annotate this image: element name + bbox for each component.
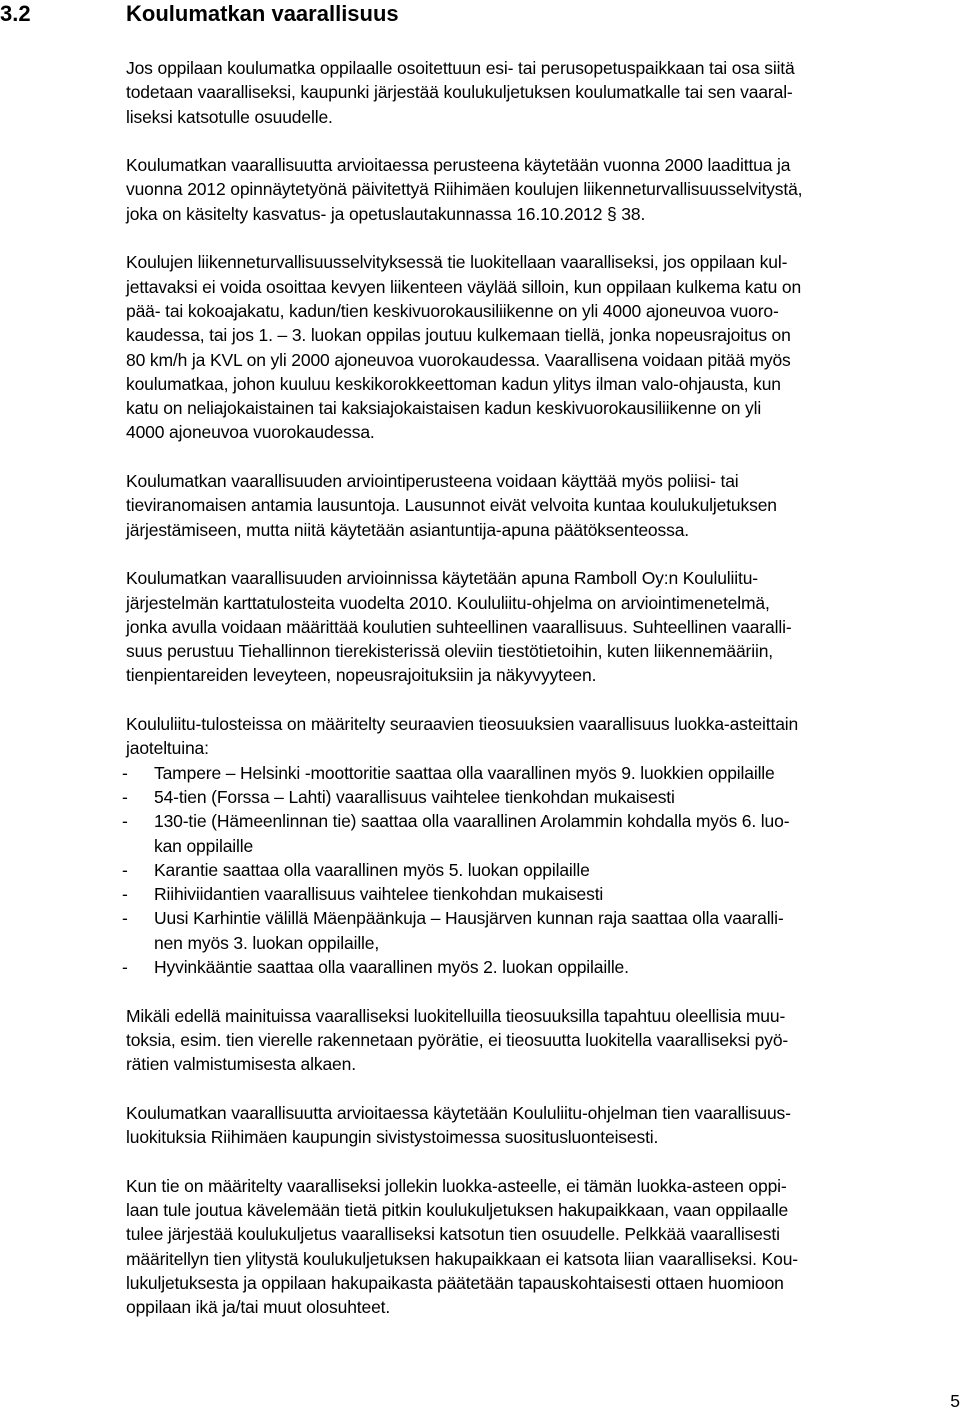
text-line: lukuljetuksesta ja oppilaan hakupaikasta päätetään tapauskohtaisesti ottaen huomioon [126, 1272, 784, 1293]
text-line: Koulumatkan vaarallisuuden arviointiperusteena voidaan käyttää myös poliisi- tai [126, 471, 739, 492]
road-list [122, 761, 960, 1004]
list-item-text: Tampere – Helsinki -moottoritie saattaa olla vaarallinen myös 9. luokkien oppilaille [154, 762, 775, 783]
text-line: Koulujen liikenneturvallisuusselvityksessä tie luokitellaan vaaralliseksi, jos oppilaan kul- [126, 252, 788, 273]
list-item-text: Uusi Karhintie välillä Mäenpäänkuja – Hausjärven kunnan raja saattaa olla vaaralli- [154, 908, 784, 929]
list-item-text: 130-tie (Hämeenlinnan tie) saattaa olla vaarallinen Arolammin kohdalla myös 6. luo- [154, 811, 790, 832]
text-line: rätien valmistumisesta alkaen. [126, 1054, 356, 1075]
list-dash: - [122, 762, 128, 783]
text-line: luokituksia Riihimäen kaupungin sivistystoimessa suositusluonteisesti. [126, 1127, 659, 1148]
text-line: todetaan vaaralliseksi, kaupunki järjestää koulukuljetuksen koulumatkalle tai sen vaaral- [126, 82, 793, 103]
paragraph [126, 712, 960, 761]
text-line: tulee järjestää koulukuljetus vaaralliseksi katsotun tien osuudelle. Pelkkää vaarallisesti [126, 1224, 780, 1245]
paragraph [126, 1174, 960, 1320]
text-line: Koulumatkan vaarallisuutta arvioitaessa käytetään Koululiitu-ohjelman tien vaarallisuus- [126, 1102, 791, 1123]
section-title: Koulumatkan vaarallisuus [126, 1, 399, 26]
paragraph [126, 1004, 960, 1077]
text-line: järjestämiseen, mutta niitä käytetään asiantuntija-apuna päätöksenteossa. [126, 519, 690, 540]
text-line: Jos oppilaan koulumatka oppilaalle osoitettuun esi- tai perusopetuspaikkaan tai osa siitä [126, 58, 795, 78]
text-line: Koulumatkan vaarallisuuden arvioinnissa käytetään apuna Ramboll Oy:n Koululiitu- [126, 568, 758, 589]
text-line: vuonna 2012 opinnäytetyönä päivitettyä Riihimäen koulujen liikenneturvallisuusselvitystä, [126, 179, 803, 200]
section-number: 3.2 [0, 1, 31, 26]
list-dash: - [122, 956, 128, 977]
text-line: määritellyn tien ylitystä koulukuljetuksen hakupaikkaan ei katsota liian vaaralliseksi. Kou- [126, 1248, 798, 1269]
list-dash: - [122, 786, 128, 807]
paragraph [126, 56, 960, 129]
list-item [122, 809, 960, 858]
text-line: Koulumatkan vaarallisuutta arvioitaessa perusteena käytetään vuonna 2000 laadittua ja [126, 155, 791, 176]
text-line: järjestelmän karttatulosteita vuodelta 2010. Koululiitu-ohjelma on arviointimenetelmä, [126, 592, 770, 613]
document-body [122, 56, 960, 1319]
text-line: jonka avulla voidaan määrittää koulutien suhteellinen vaarallisuus. Suhteellinen vaaralli- [126, 616, 792, 637]
list-dash: - [122, 859, 128, 880]
page-number: 5 [950, 1391, 960, 1411]
list-item-text: Hyvinkääntie saattaa olla vaarallinen myös 2. luokan oppilaille. [154, 956, 629, 977]
text-line: jettavaksi ei voida osoittaa kevyen liikenteen väylää silloin, kun oppilaan kulkema katu on [126, 276, 802, 297]
list-dash: - [122, 884, 128, 905]
list-item-text: nen myös 3. luokan oppilaille, [154, 932, 380, 953]
text-line: Kun tie on määritelty vaaralliseksi jollekin luokka-asteelle, ei tämän luokka-asteen oppi- [126, 1175, 787, 1196]
text-line: Koululiitu-tulosteissa on määritelty seuraavien tieosuuksien vaarallisuus luokka-asteittain [126, 714, 799, 735]
list-item-text: Riihiviidantien vaarallisuus vaihtelee tienkohdan mukaisesti [154, 884, 604, 905]
list-item [122, 955, 960, 979]
text-line: liseksi katsotulle osuudelle. [126, 106, 333, 127]
text-line: 4000 ajoneuvoa vuorokaudessa. [126, 422, 375, 443]
text-line: jaoteltuina: [126, 738, 209, 759]
text-line: joka on käsitelty kasvatus- ja opetuslautakunnassa 16.10.2012 § 38. [126, 203, 646, 224]
paragraph [126, 250, 960, 444]
list-item-text: Karantie saattaa olla vaarallinen myös 5. luokan oppilaille [154, 859, 590, 880]
paragraph [126, 469, 960, 542]
list-item [122, 761, 960, 785]
list-dash: - [122, 908, 128, 929]
paragraphs-before-list [126, 56, 960, 761]
text-line: kaudessa, tai jos 1. – 3. luokan oppilas joutuu kulkemaan tiellä, jonka nopeusrajoitus on [126, 325, 791, 346]
paragraph [126, 153, 960, 226]
paragraph [126, 566, 960, 687]
list-item [122, 858, 960, 882]
text-line: suus perustuu Tiehallinnon tierekisterissä oleviin tiestötietoihin, kuten liikennemääriin, [126, 641, 773, 662]
text-line: laan tule joutua kävelemään tietä pitkin koulukuljetuksen hakupaikkaan, vaan oppilaalle [126, 1199, 789, 1220]
text-line: pää- tai kokoajakatu, kadun/tien keskivuorokausiliikenne on yli 4000 ajoneuvoa vuoro- [126, 300, 779, 321]
text-line: toksia, esim. tien vierelle rakennetaan pyörätie, ei tieosuutta luokitella vaaralliseksi pyö- [126, 1029, 789, 1050]
text-line: katu on neliajokaistainen tai kaksiajokaistaisen kadun keskivuorokausiliikenne on yli [126, 398, 762, 419]
list-item-text: 54-tien (Forssa – Lahti) vaarallisuus vaihtelee tienkohdan mukaisesti [154, 786, 675, 807]
text-line: oppilaan ikä ja/tai muut olosuhteet. [126, 1297, 391, 1318]
text-line: tienpientareiden leveyteen, nopeusrajoituksiin ja näkyvyyteen. [126, 665, 597, 686]
list-item [122, 882, 960, 906]
list-item-text: kan oppilaille [154, 835, 254, 856]
list-item [122, 906, 960, 955]
text-line: 80 km/h ja KVL on yli 2000 ajoneuvoa vuorokaudessa. Vaarallisena voidaan pitää myös [126, 349, 791, 370]
list-dash: - [122, 811, 128, 832]
text-line: tieviranomaisen antamia lausuntoja. Lausunnot eivät velvoita kuntaa koulukuljetuksen [126, 495, 777, 516]
paragraph [126, 1101, 960, 1150]
paragraphs-after-list [126, 1004, 960, 1320]
text-line: Mikäli edellä mainituissa vaaralliseksi luokitelluilla tieosuuksilla tapahtuu oleellisia muu- [126, 1005, 786, 1026]
list-item [122, 785, 960, 809]
text-line: koulumatkaa, johon kuuluu keskikorokkeettoman kadun ylitys ilman valo-ohjausta, kun [126, 373, 781, 394]
section-heading [0, 0, 399, 28]
